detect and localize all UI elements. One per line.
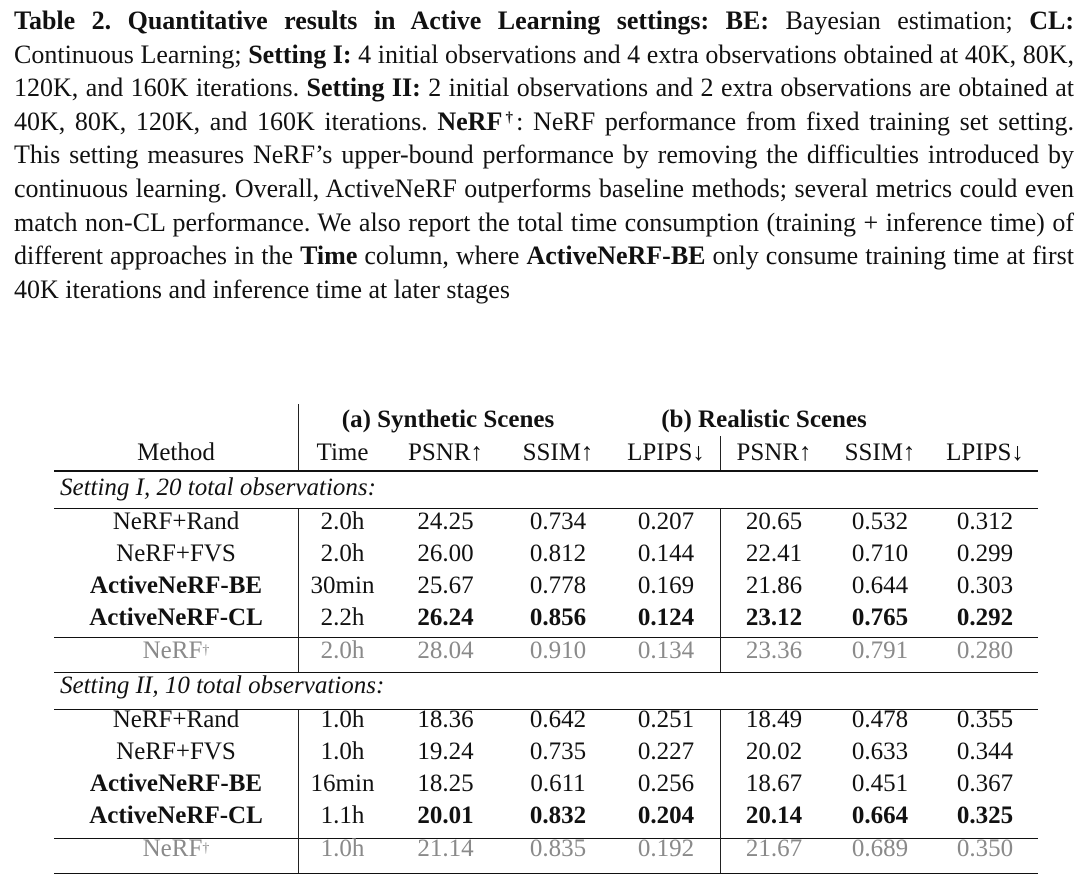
method-label: NeRF+FVS (116, 738, 236, 765)
metric-value-psnr-a: 26.00 (417, 540, 474, 567)
metric-value-ssim-a: 0.642 (529, 706, 587, 733)
method-name (54, 768, 298, 800)
metric-value-psnr-a: 19.24 (417, 738, 474, 765)
metric-value-ssim-b: 0.478 (851, 706, 909, 733)
table-row (54, 570, 1038, 602)
caption-text-setting-1: 4 initial observations and 4 extra observations obtained at 40K, 80K, 120K, and 160K iterations. (14, 39, 1075, 103)
metric-value-ssim-a: 0.856 (529, 604, 587, 631)
metric-value-ssim-b: 0.791 (851, 637, 909, 664)
metric-value-ssim-a: 0.734 (529, 508, 587, 535)
metric-value-lpips-b: 0.344 (956, 738, 1014, 765)
metric-value-psnr-b: 21.86 (745, 572, 803, 599)
caption-text-end: only consume training time at first 40K iterations and inference time at later stages (14, 241, 1075, 304)
setting-title-row (54, 668, 1038, 704)
metric-value-ssim-b: 0.633 (851, 738, 909, 765)
table-row (54, 538, 1038, 570)
metric-value-psnr-a: 26.24 (417, 604, 474, 631)
metric-value-lpips-a: 0.256 (637, 770, 695, 797)
metric-value-psnr-b: 23.12 (745, 604, 803, 631)
time-value: 1.0h (320, 738, 365, 765)
header-lpips-b: LPIPS↓ (946, 439, 1024, 466)
results-table (54, 404, 1038, 866)
header-lpips-a: LPIPS↓ (627, 439, 705, 466)
caption-text-be: Bayesian estimation; (785, 6, 1013, 35)
metric-value-lpips-b: 0.292 (956, 604, 1014, 631)
metric-value-lpips-b: 0.280 (956, 637, 1014, 664)
metric-value-ssim-a: 0.910 (529, 637, 587, 664)
metric-value-psnr-a: 28.04 (417, 637, 474, 664)
time-value: 2.2h (320, 604, 365, 631)
metric-value-lpips-a: 0.227 (637, 738, 695, 765)
caption-text-cl: Continuous Learning; (14, 39, 242, 69)
column-divider-time (298, 710, 299, 873)
metric-value-ssim-a: 0.835 (529, 835, 587, 862)
caption-term-time: Time (300, 241, 358, 271)
column-divider-time (298, 509, 299, 672)
table-row (54, 602, 1038, 634)
metric-value-lpips-b: 0.303 (956, 572, 1014, 599)
metric-value-lpips-a: 0.169 (637, 572, 695, 599)
table-row (54, 800, 1038, 832)
method-name (54, 538, 298, 570)
method-label: NeRF+Rand (112, 706, 240, 733)
method-label: ActiveNeRF-CL (89, 604, 263, 631)
metric-value-lpips-a: 0.204 (637, 802, 695, 829)
method-label: NeRF+Rand (112, 508, 240, 535)
caption-term-setting-1: Setting I: (248, 39, 352, 69)
metric-value-lpips-b: 0.367 (956, 770, 1014, 797)
table-row (54, 704, 1038, 736)
time-value: 16min (310, 770, 375, 797)
setting-title-row (54, 470, 1038, 506)
method-name (54, 736, 298, 768)
metric-value-ssim-b: 0.689 (851, 835, 909, 862)
metric-value-ssim-b: 0.710 (851, 540, 909, 567)
column-divider-realistic (720, 710, 721, 873)
metric-value-psnr-b: 20.14 (745, 802, 803, 829)
caption-term-nerf: NeRF† (437, 106, 517, 136)
metric-value-psnr-a: 18.36 (417, 706, 474, 733)
method-label: NeRF (142, 835, 203, 862)
column-header-row (54, 436, 1038, 470)
metric-value-lpips-a: 0.192 (637, 835, 695, 862)
time-value: 1.0h (320, 835, 365, 862)
table-row (54, 768, 1038, 800)
metric-value-lpips-a: 0.124 (637, 604, 695, 631)
column-divider-realistic (720, 509, 721, 672)
metric-value-psnr-b: 23.36 (745, 637, 803, 664)
method-name: NeRF † (142, 637, 210, 664)
metric-value-psnr-b: 20.02 (745, 738, 803, 765)
caption-term-setting-2: Setting II: (306, 73, 421, 103)
metric-value-psnr-a: 25.67 (417, 572, 474, 599)
metric-value-lpips-a: 0.251 (637, 706, 695, 733)
metric-value-ssim-b: 0.644 (851, 572, 909, 599)
metric-value-lpips-b: 0.350 (956, 835, 1014, 862)
metric-value-lpips-a: 0.144 (637, 540, 695, 567)
method-label: NeRF+FVS (116, 540, 236, 567)
metric-value-psnr-a: 24.25 (417, 508, 474, 535)
method-name (54, 506, 298, 538)
caption-text-setting-2: 2 initial observations and 2 extra observations are obtained at 40K, 80K, 120K, and 160K iterations. (14, 73, 1075, 136)
caption-label: Table 2. Quantitative results in Active Learning settings: (14, 6, 710, 35)
column-divider-realistic (720, 436, 721, 470)
metric-value-psnr-a: 21.14 (417, 835, 474, 862)
caption-text-time: column, where (364, 241, 520, 271)
metric-value-psnr-b: 22.41 (745, 540, 803, 567)
dagger-mark: † (502, 109, 517, 126)
method-name (54, 800, 298, 832)
metric-value-lpips-b: 0.325 (956, 802, 1014, 829)
metric-value-ssim-b: 0.532 (851, 508, 909, 535)
header-psnr-b: PSNR↑ (736, 439, 812, 466)
time-value: 1.0h (320, 706, 365, 733)
caption-term-activenerf-be: ActiveNeRF-BE (526, 241, 706, 271)
table-row (54, 634, 1038, 668)
time-value: 1.1h (320, 802, 365, 829)
column-divider-time (298, 404, 299, 470)
metric-value-lpips-a: 0.207 (637, 508, 695, 535)
time-value: 2.0h (320, 540, 365, 567)
metric-value-lpips-b: 0.299 (956, 540, 1014, 567)
time-value: 30min (310, 572, 375, 599)
method-name (54, 570, 298, 602)
metric-value-ssim-b: 0.765 (851, 604, 909, 631)
table-row (54, 736, 1038, 768)
method-label: ActiveNeRF-BE (89, 572, 263, 599)
group-header-row (54, 404, 1038, 436)
time-value: 2.0h (320, 508, 365, 535)
caption-term-be: BE: (725, 6, 769, 35)
metric-value-psnr-b: 18.49 (745, 706, 803, 733)
metric-value-psnr-a: 18.25 (417, 770, 474, 797)
metric-value-ssim-a: 0.778 (529, 572, 587, 599)
header-time: Time (316, 439, 369, 466)
metric-value-ssim-b: 0.664 (851, 802, 909, 829)
caption-term-cl: CL: (1029, 6, 1075, 35)
metric-value-ssim-a: 0.832 (529, 802, 587, 829)
table-row (54, 506, 1038, 538)
table-caption (14, 4, 1074, 306)
metric-value-lpips-b: 0.312 (956, 508, 1014, 535)
metric-value-ssim-a: 0.735 (529, 738, 587, 765)
header-ssim-b: SSIM↑ (844, 439, 916, 466)
metric-value-psnr-b: 20.65 (745, 508, 803, 535)
header-ssim-a: SSIM↑ (522, 439, 594, 466)
metric-value-ssim-a: 0.812 (529, 540, 587, 567)
method-name (54, 602, 298, 634)
metric-value-ssim-a: 0.611 (530, 770, 586, 797)
metric-value-lpips-a: 0.134 (637, 637, 695, 664)
metric-value-psnr-b: 18.67 (745, 770, 803, 797)
table-row (54, 832, 1038, 866)
metric-value-psnr-a: 20.01 (417, 802, 474, 829)
metric-value-psnr-b: 21.67 (745, 835, 803, 862)
metric-value-ssim-b: 0.451 (851, 770, 909, 797)
setting-title: Setting II, 10 total observations: (60, 672, 385, 699)
caption-text-nerf: : NeRF performance from fixed training set setting. This setting measures NeRF’s upper-bound performance by removing the difficulties introduced by continuous learning. Overall, ActiveNeRF outperforms baseline methods; several metrics could even match non-CL performance. We also report the total time consumption (training + inference time) of different approaches in the (14, 106, 1075, 271)
group-realistic-scenes: (b) Realistic Scenes (661, 406, 867, 433)
method-label: ActiveNeRF-BE (89, 770, 263, 797)
group-synthetic-scenes: (a) Synthetic Scenes (341, 406, 555, 433)
method-label: ActiveNeRF-CL (89, 802, 263, 829)
setting-title: Setting I, 20 total observations: (60, 474, 376, 501)
method-name: NeRF † (142, 835, 210, 862)
metric-value-lpips-b: 0.355 (956, 706, 1014, 733)
header-psnr-a: PSNR↑ (407, 439, 484, 466)
method-name (54, 704, 298, 736)
rule-bottom (54, 873, 1038, 874)
time-value: 2.0h (320, 637, 365, 664)
header-method: Method (137, 439, 215, 466)
method-label: NeRF (142, 637, 203, 664)
